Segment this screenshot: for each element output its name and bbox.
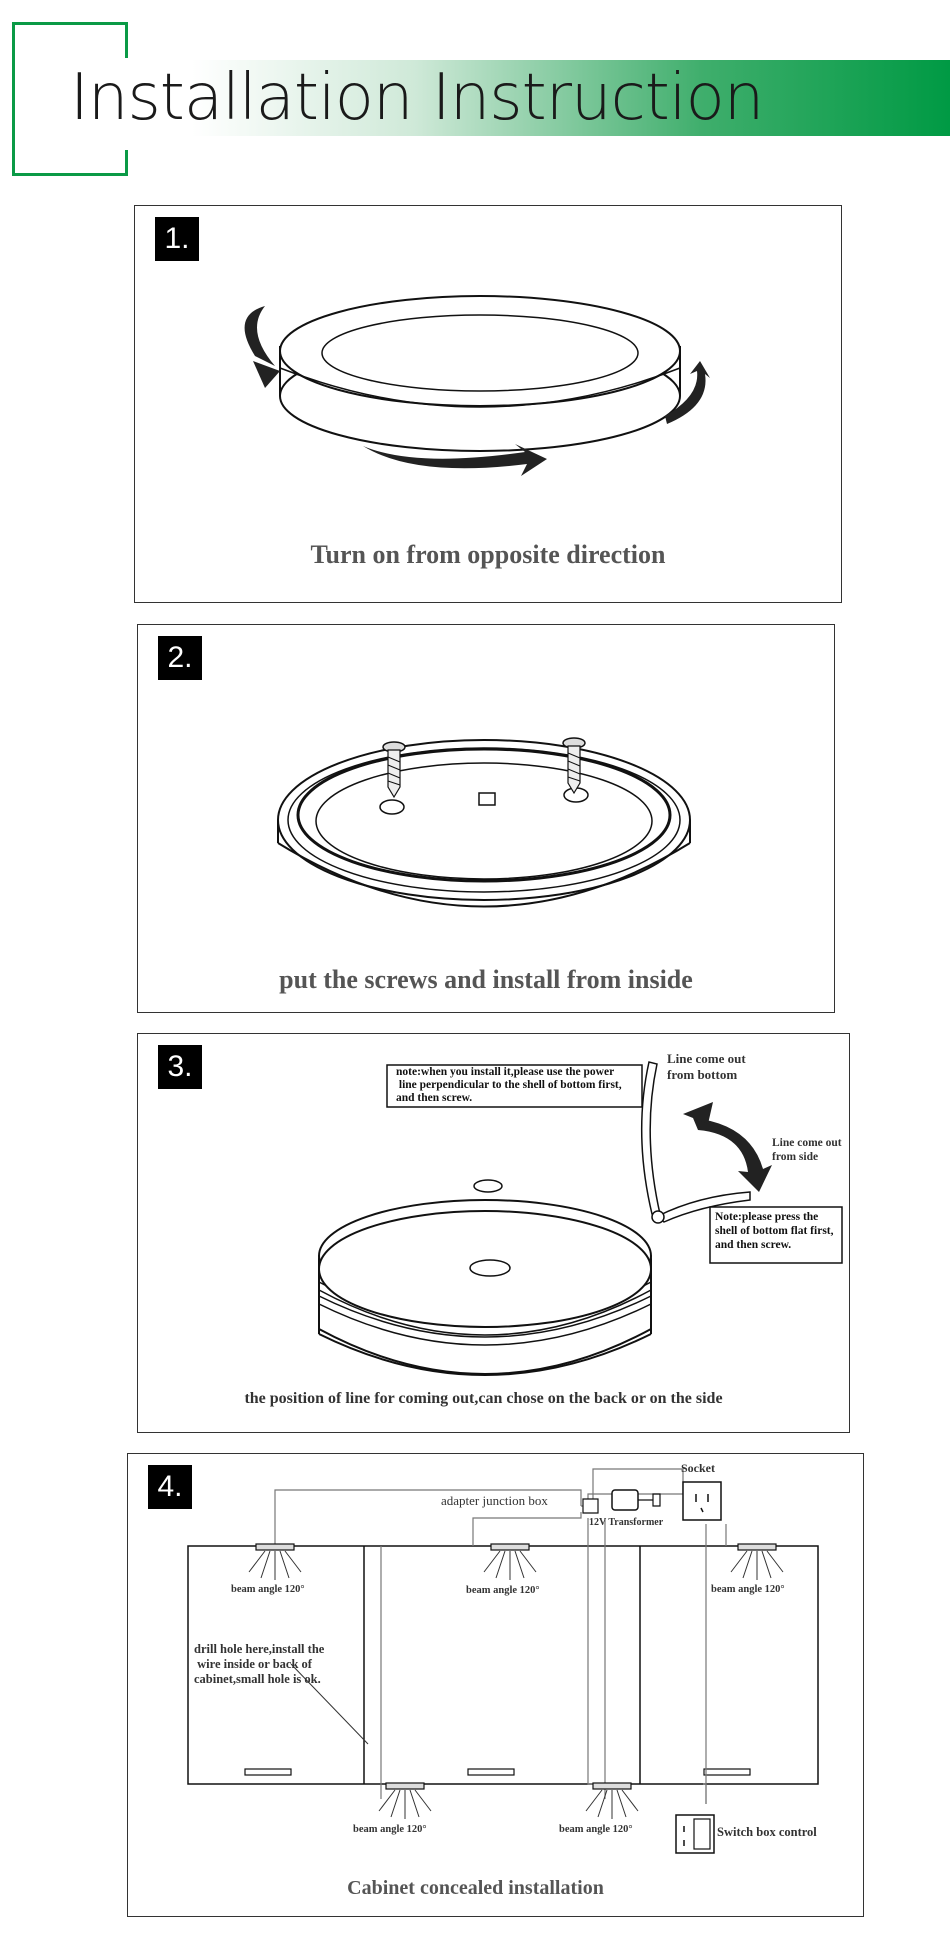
step-4-drill-note bbox=[194, 1642, 324, 1687]
step-3-line-bottom-label bbox=[667, 1051, 746, 1083]
step-2-badge: 2. bbox=[158, 636, 202, 680]
step-4-beam-label-1: beam angle 120° bbox=[231, 1584, 305, 1595]
step-4-caption: Cabinet concealed installation bbox=[347, 1877, 604, 1899]
note-side-line-1: Note:please press the bbox=[715, 1211, 819, 1223]
step-4-transformer-label: 12V Transformer bbox=[589, 1517, 664, 1528]
line-side-line-1: Line come out bbox=[772, 1137, 842, 1149]
step-4-beam-label-4: beam angle 120° bbox=[353, 1824, 427, 1835]
page-title: Installation Instruction bbox=[70, 61, 764, 135]
step-1-badge: 1. bbox=[155, 217, 199, 261]
step-4-socket-label: Socket bbox=[681, 1461, 715, 1475]
line-bottom-line-2: from bottom bbox=[667, 1067, 738, 1082]
step-4-switch-label: Switch box control bbox=[717, 1825, 817, 1839]
step-1-panel bbox=[134, 205, 842, 603]
step-2-base-illustration bbox=[138, 625, 836, 1014]
line-bottom-line-1: Line come out bbox=[667, 1051, 746, 1066]
step-3-caption: the position of line for coming out,can chose on the back or on the side bbox=[244, 1390, 723, 1407]
drill-line-1: drill hole here,install the bbox=[194, 1642, 325, 1656]
step-2-panel bbox=[137, 624, 835, 1013]
note-side-line-2: shell of bottom flat first, bbox=[715, 1225, 834, 1237]
step-3-note-side bbox=[715, 1210, 834, 1252]
step-4-beam-label-2: beam angle 120° bbox=[466, 1585, 540, 1596]
drill-line-3: cabinet,small hole is ok. bbox=[194, 1672, 321, 1686]
step-2-caption: put the screws and install from inside bbox=[279, 965, 693, 994]
drill-line-2: wire inside or back of bbox=[194, 1657, 312, 1671]
note-top-line-3: and then screw. bbox=[396, 1092, 473, 1104]
step-4-beam-label-5: beam angle 120° bbox=[559, 1824, 633, 1835]
note-side-line-3: and then screw. bbox=[715, 1239, 792, 1251]
line-side-line-2: from side bbox=[772, 1151, 819, 1163]
step-4-panel bbox=[127, 1453, 864, 1917]
step-3-line-side-label bbox=[772, 1136, 842, 1164]
step-3-panel bbox=[137, 1033, 850, 1433]
step-3-note-top bbox=[396, 1066, 622, 1105]
note-top-line-1: note:when you install it,please use the power bbox=[396, 1066, 615, 1078]
note-top-line-2: line perpendicular to the shell of bottom first, bbox=[396, 1079, 622, 1091]
step-1-caption: Turn on from opposite direction bbox=[310, 540, 666, 569]
step-4-junction-label: adapter junction box bbox=[441, 1493, 548, 1508]
step-4-beam-label-3: beam angle 120° bbox=[711, 1584, 785, 1595]
step-3-badge: 3. bbox=[158, 1045, 202, 1089]
step-4-badge: 4. bbox=[148, 1465, 192, 1509]
